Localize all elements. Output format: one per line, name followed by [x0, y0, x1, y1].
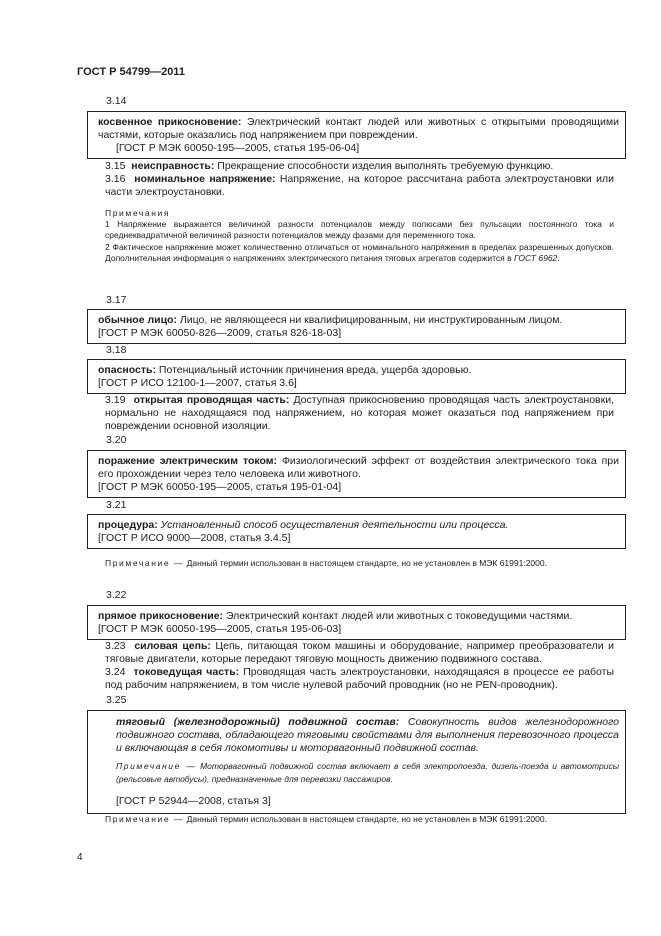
term-name: обычное лицо: [98, 314, 177, 326]
term-definition: Лицо, не являющееся ни квалифицированным, ни инструктированным лицом. [179, 314, 563, 326]
term-reference: [ГОСТ Р МЭК 60050-195—2005, статья 195-01-04] [98, 481, 342, 493]
term-number: 3.14 [106, 95, 127, 107]
term-name: поражение электрическим током: [98, 455, 278, 467]
definition-paragraph: 3.23 силовая цепь: Цепь, питающая током машины и оборудование, например преобразователи и тяговые двигатели, которые передают тяговую мощность движению подвижного состава. 3.24 токоведущая часть: Проводящая часть электроустановки, находящаяся в процессе ее работы под рабочим напряжением, в том числе нулевой рабочий проводник (но не PEN-проводник). [105, 640, 614, 691]
term-definition: Доступная прикосновению проводящая часть электроустановки, нормально не находящаяся под напряжением, но которая может оказаться под напряжением при повреждении основной изоляции. [105, 394, 615, 432]
term-definition: Установленный способ осуществления деятельности или процесса. [160, 519, 509, 531]
term-definition: Прекращение способности изделия выполнять требуемую функцию. [217, 160, 554, 172]
note-item: Примечание — Моторвагонный подвижной состав включает в себя электропоезда, дизель-поезда и автомотрисы (рельсовые автобусы), предназначенные для перевозки пассажиров. [116, 761, 619, 784]
term-number: 3.21 [106, 499, 127, 511]
term-name: тяговый (железнодорожный) подвижной состав: [116, 716, 400, 728]
term-box [87, 710, 626, 814]
term-definition: Электрический контакт людей или животных с открытыми проводящими частями, которые оказались под напряжением при повреждении. [98, 116, 619, 141]
term-number: 3.18 [106, 344, 127, 356]
definition-paragraph: 3.19 открытая проводящая часть: Доступная прикосновению проводящая часть электроустановки, нормально не находящаяся под напряжением, но которая может оказаться под напряжением при повреждении основной изоляции. [105, 394, 615, 432]
term-reference: [ГОСТ Р МЭК 60050-195—2005, статья 195-06-03] [98, 623, 342, 635]
term-name: силовая цепь: [134, 640, 211, 652]
term-box [87, 605, 626, 640]
term-definition: Совокупность видов железнодорожного подвижного состава, обладающего тяговыми свойствами для выполнения перевозочного процесса и включающая в себя локомотивы и моторвагонный подвижной состав. [116, 716, 620, 754]
term-name: неисправность: [131, 160, 215, 172]
term-definition: Напряжение, на которое рассчитана работа электроустановки или части электроустановки. [105, 173, 614, 198]
term-box [87, 450, 626, 498]
notes-block [87, 208, 614, 264]
term-definition: Проводящая часть электроустановки, находящаяся в процессе ее работы под рабочим напряжением, в том числе нулевой рабочий проводник (но не PEN-проводник). [105, 666, 614, 691]
document-header: ГОСТ Р 54799—2011 [77, 66, 185, 78]
note-item: 1 Напряжение выражается величиной разности потенциалов между полюсами без пульсации постоянного тока и среднеквадратичной величиной разности потенциалов между фазами для переменного тока. [105, 219, 614, 241]
term-name: номинальное напряжение: [134, 173, 276, 185]
note-item: Примечание — Данный термин использован в настоящем стандарте, но не установлен в МЭК 61991:2000. [105, 814, 547, 824]
term-name: открытая проводящая часть: [133, 394, 290, 406]
term-definition: Электрический контакт людей или животных с токоведущими частями. [225, 610, 573, 622]
definition-paragraph: 3.15 неисправность: Прекращение способности изделия выполнять требуемую функцию. 3.16 номинальное напряжение: Напряжение, на которое рассчитана работа электроустановки или части электроустановки. [105, 160, 614, 198]
term-name: прямое прикосновение: [98, 610, 224, 622]
term-box [87, 309, 626, 344]
term-definition: Физиологический эффект от воздействия электрического тока при его прохождении через тело человека или животного. [98, 455, 619, 480]
term-reference: [ГОСТ Р 52944—2008, статья 3] [116, 795, 271, 807]
term-number: 3.20 [106, 434, 127, 446]
term-reference: [ГОСТ Р МЭК 60050-195—2005, статья 195-06-04] [116, 142, 360, 154]
term-box [87, 359, 626, 394]
term-name: опасность: [98, 364, 156, 376]
term-number: 3.25 [106, 694, 127, 706]
term-reference: [ГОСТ Р МЭК 60050-826—2009, статья 826-18-03] [98, 327, 342, 339]
term-number: 3.22 [106, 589, 127, 601]
term-name: процедура: [98, 519, 158, 531]
term-name: токоведущая часть: [133, 666, 240, 678]
term-number: 3.17 [106, 294, 127, 306]
term-name: косвенное прикосновение: [98, 116, 242, 128]
term-box [87, 514, 626, 549]
term-definition: Потенциальный источник причинения вреда, ущерба здоровью. [158, 364, 472, 376]
term-reference: [ГОСТ Р ИСО 12100-1—2007, статья 3.6] [98, 377, 297, 389]
page-number: 4 [77, 852, 83, 863]
term-box [87, 111, 626, 159]
term-reference: [ГОСТ Р ИСО 9000—2008, статья 3.4.5] [98, 532, 291, 544]
notes-heading: Примечания [105, 208, 171, 218]
term-definition: Цепь, питающая током машины и оборудование, например преобразователи и тяговые двигатели, которые передают тяговую мощность движению подвижного состава. [105, 640, 614, 665]
note-item: 2 Фактическое напряжение может количественно отличаться от номинального напряжения в пределах разрешенных допусков. Дополнительная информация о напряжениях электрического питания тяговых агрегатов содержится в ГОСТ 6962. [105, 241, 614, 263]
note-item: Примечание — Данный термин использован в настоящем стандарте, но не установлен в МЭК 61991:2000. [105, 558, 547, 568]
